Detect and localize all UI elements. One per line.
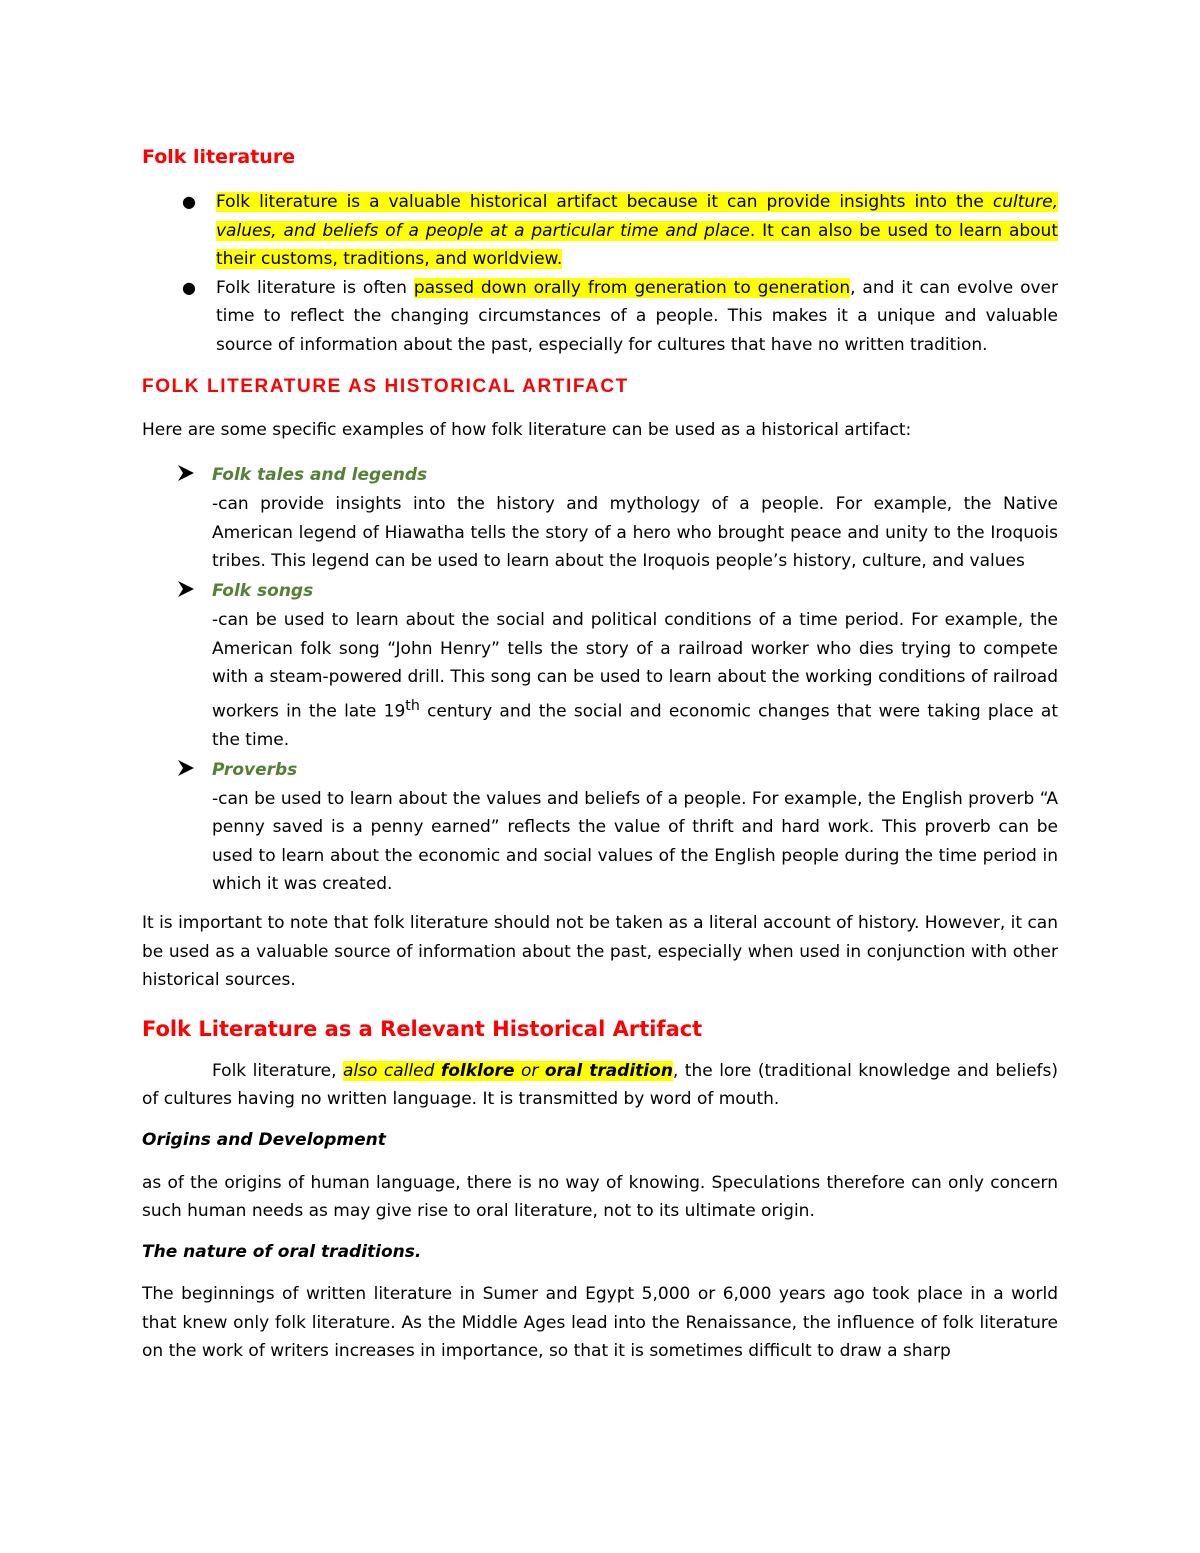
example-title: Proverbs <box>212 759 298 780</box>
list-item <box>142 755 1058 899</box>
nature-paragraph: The beginnings of written literature in Sumer and Egypt 5,000 or 6,000 years ago took place in a world that knew only folk literature. As the Middle Ages lead into the Renaissance, the influence of folk literature on the work of writers increases in importance, so that it is sometimes difficult to draw a sharp <box>142 1284 1058 1362</box>
arrowhead-bullet-icon <box>176 463 196 483</box>
section-title-relevant-artifact: Folk Literature as a Relevant Historical Artifact <box>142 1016 703 1041</box>
examples-list <box>142 460 1058 899</box>
example-body: -can provide insights into the history and mythology of a people. For example, the Native American legend of Hiawatha tells the story of a hero who brought peace and unity to the Iroquois tribes. This legend can be used to learn about the Iroquois people’s history, culture, and values <box>212 494 1058 572</box>
superscript: th <box>405 697 420 714</box>
list-item <box>142 188 1058 274</box>
italic-phrase: culture, values, and beliefs of a people at a particular time and place <box>216 192 1058 241</box>
subheading-nature: The nature of oral traditions. <box>142 1241 422 1262</box>
highlighted-text: passed down orally from generation to generation <box>413 277 851 298</box>
list-item <box>142 460 1058 576</box>
intro-paragraph: Here are some specific examples of how folk literature can be used as a historical artifact: <box>142 419 912 440</box>
example-body: -can be used to learn about the social and political conditions of a time period. For example, the American folk song “John Henry” tells the story of a railroad worker who dies trying to compete with a steam-powered drill. This song can be used to learn about the working conditions of railroad workers in the late 19th century and the social and economic changes that were taking place at the time. <box>212 609 1058 750</box>
origins-paragraph: as of the origins of human language, there is no way of knowing. Speculations therefore can only concern such human needs as may give rise to oral literature, not to its ultimate origin. <box>142 1172 1058 1222</box>
arrowhead-bullet-icon <box>176 579 196 599</box>
example-title: Folk songs <box>212 580 314 601</box>
bullet-dot-icon: ● <box>182 277 196 297</box>
arrowhead-bullet-icon <box>176 758 196 778</box>
list-item <box>142 576 1058 755</box>
highlighted-text: also called folklore or oral tradition <box>343 1060 673 1081</box>
definition-paragraph: Folk literature, also called folklore or oral tradition, the lore (traditional knowledge and beliefs) of cultures having no written language. It is transmitted by word of mouth. <box>142 1060 1058 1110</box>
example-title: Folk tales and legends <box>212 465 428 486</box>
bullet-list <box>142 188 1058 360</box>
highlighted-text: Folk literature is a valuable historical artifact because it can provide insights into the culture, values, and beliefs of a people at a particular time and place. It can also be used to learn about their customs, traditions, and worldview. <box>216 192 1058 270</box>
section-title-historical-artifact: FOLK LITERATURE AS HISTORICAL ARTIFACT <box>142 375 629 397</box>
example-body: -can be used to learn about the values and beliefs of a people. For example, the English proverb “A penny saved is a penny earned” reflects the value of thrift and hard work. This proverb can be used to learn about the economic and social values of the English people during the time period in which it was created. <box>212 788 1058 895</box>
note-paragraph: It is important to note that folk literature should not be taken as a literal account of history. However, it can be used as a valuable source of information about the past, especially when used in conjunction with other historical sources. <box>142 912 1058 991</box>
list-item: ● Folk literature is often passed down orally from generation to generation, and it can evolve over time to reflect the changing circumstances of a people. This makes it a unique and valuable source of information about the past, especially for cultures that have no written tradition. <box>142 274 1058 360</box>
bullet-dot-icon: ● <box>182 192 196 211</box>
section-title-folk-literature: Folk literature <box>142 146 296 168</box>
subheading-origins: Origins and Development <box>142 1129 386 1150</box>
document-page <box>142 140 1058 1378</box>
